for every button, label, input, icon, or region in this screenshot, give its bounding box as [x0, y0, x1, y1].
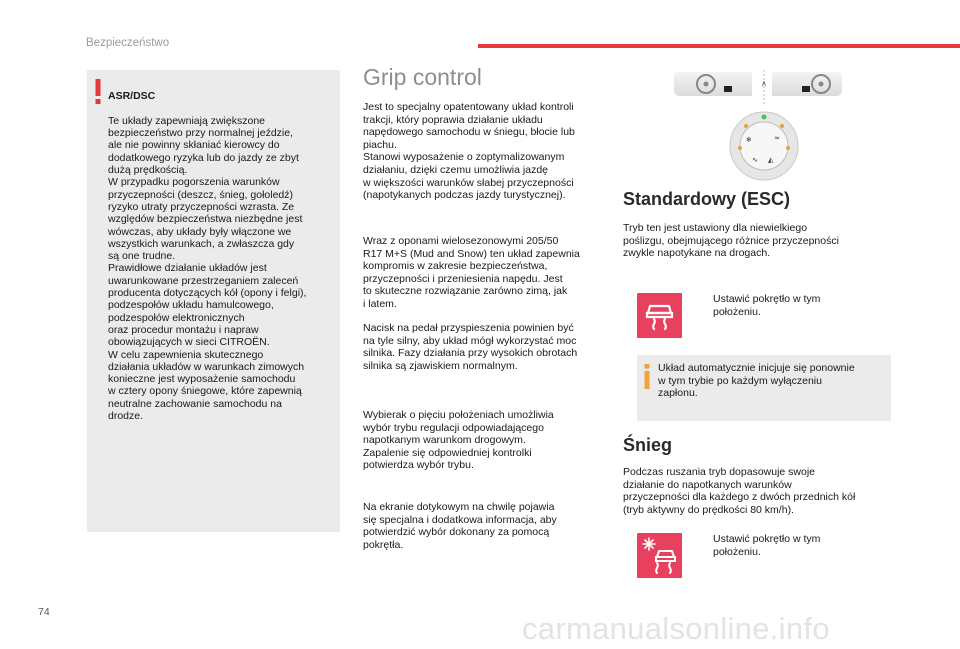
exclamation-icon: [91, 79, 105, 105]
warning-text: [108, 78, 336, 435]
svg-text:≈: ≈: [774, 134, 780, 142]
grip-paragraph-2: Wraz z oponami wielosezonowymi 205/50 R17 M+S (Mud and Snow) ten układ zapewnia kompromis w zakresie bezpieczeństwa, przyczepności i przeniesienia napędu. Jest to skuteczne rozwiązanie zarówno zimą, jak i latem.: [363, 235, 580, 310]
grip-control-heading: Grip control: [363, 64, 482, 90]
grip-paragraph-5: Na ekranie dotykowym na chwilę pojawia się specjalna i dodatkowa informacja, aby potwierdzić wybór dokonany za pomocą pokrętła.: [363, 501, 557, 551]
warning-body: Te układy zapewniają zwiększone bezpieczeństwo przy normalnej jeździe, ale nie powinny skłaniać kierowcy do dodatkowego ryzyka lub do jazdy ze zbyt dużą prędkością. W przypadku pogorszenia warunków przyczepności (deszcz, śnieg, gołoledź) ryzyko utraty przyczepności wzrasta. Ze względów bezpieczeństwa niezbędne jest wówczas, aby układy były włączone we wszystkich warunkach, a zwłaszcza gdy są one trudne. Prawidłowe działanie układów jest uwarunkowane przestrzeganiem zaleceń producenta dotyczących kół (opony i felgi), podzespołów układu hamulcowego, podzespołów elektronicznych oraz procedur montażu i napraw obowiązujących w sieci CITROËN. W celu zapewnienia skutecznego działania układów w warunkach zimowych konieczne jest wyposażenie samochodu w cztery opony śniegowe, które zapewnią neutralne zachowanie samochodu na drodze.: [108, 114, 307, 423]
snow-description: Podczas ruszania tryb dopasowuje swoje działanie do napotkanych warunków przyczepności dla każdego z dwóch przednich kół (tryb aktywny do prędkości 80 km/h).: [623, 466, 856, 516]
grip-control-dial-illustration: [668, 66, 848, 186]
info-icon: [641, 364, 653, 390]
svg-text:∿: ∿: [752, 156, 758, 164]
snow-mode-icon: [637, 533, 682, 578]
svg-text:◭: ◭: [768, 156, 774, 164]
snow-step-text: Ustawić pokrętło w tym położeniu.: [713, 533, 821, 558]
grip-paragraph-1: Jest to specjalny opatentowany układ kontroli trakcji, który poprawia działanie układu napędowego samochodu w śniegu, błocie lub piachu. Stanowi wyposażenie o zoptymalizowanym działaniu, dzięki czemu umożliwia jazdę w większości warunków słabej przyczepności (napotykanych podczas jazdy turystycznej).: [363, 101, 575, 202]
section-label: Bezpieczeństwo: [86, 37, 170, 49]
standard-heading: Standardowy (ESC): [623, 189, 791, 209]
standard-description: Tryb ten jest ustawiony dla niewielkiego poślizgu, obejmującego różnice przyczepności zwykle napotykane na drogach.: [623, 222, 839, 260]
info-box: [637, 355, 891, 421]
header-accent-bar: [478, 44, 960, 48]
grip-paragraph-3: Nacisk na pedał przyspieszenia powinien być na tyle silny, aby układ mógł wykorzystać moc silnika. Fazy działania przy wysokich obrotach silnika są zjawiskiem normalnym.: [363, 322, 578, 372]
svg-text:∧: ∧: [761, 79, 767, 88]
grip-paragraph-4: Wybierak o pięciu położeniach umożliwia wybór trybu regulacji odpowiadającego napotkanym warunkom drogowym. Zapalenie się odpowiedniej kontrolki potwierdza wybór trybu.: [363, 409, 554, 472]
snowflake-car-icon: [637, 533, 682, 578]
standard-mode-icon: [637, 293, 682, 338]
info-text: Układ automatycznie inicjuje się ponownie w tym trybie po każdym wyłączeniu zapłonu.: [658, 362, 855, 400]
watermark: carmanualsonline.info: [522, 611, 830, 646]
svg-text:❄: ❄: [746, 136, 752, 144]
standard-step-text: Ustawić pokrętło w tym położeniu.: [713, 293, 821, 318]
snow-heading: Śnieg: [623, 435, 673, 455]
page-number: 74: [38, 606, 50, 618]
warning-box: [87, 70, 340, 532]
warning-title: ASR/DSC: [108, 90, 156, 103]
car-road-icon: [637, 293, 682, 338]
